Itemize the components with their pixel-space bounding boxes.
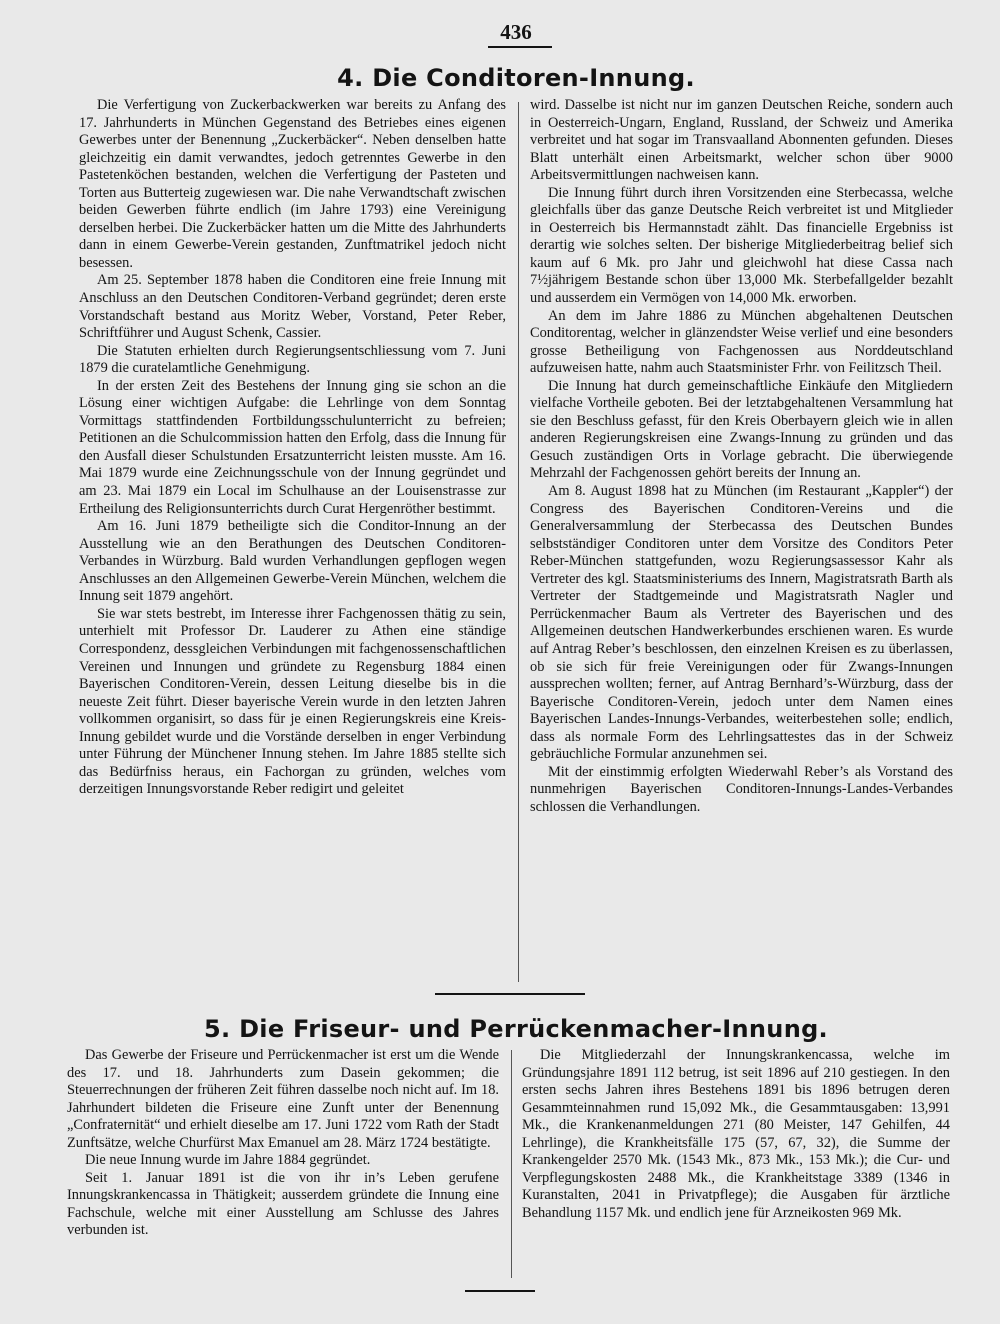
paragraph: An dem im Jahre 1886 zu München abgehaltenen Deutschen Conditorentag, welcher in glänzendster Weise verlief und eine besonders grosse Betheiligung von Fachgenossen aus Norddeutschland aufzuweisen hatte, nahm auch Staatsminister Frhr. von Feilitzsch Theil. bbox=[530, 307, 953, 377]
page-number: 436 bbox=[500, 20, 532, 44]
paragraph: Mit der einstimmig erfolgten Wiederwahl Reber’s als Vorstand des nunmehrigen Bayerischen Conditoren-Innungs-Landes-Verbandes schlossen die Verhandlungen. bbox=[530, 763, 953, 815]
paragraph: Das Gewerbe der Friseure und Perrückenmacher ist erst um die Wende des 17. und 18. Jahrhunderts zum Dasein gekommen; die Steuerrechnungen der früheren Zeit führen dasselbe noch nicht auf. Im 18. Jahrhundert bildeten die Friseure eine Zunft unter der Benennung „Confraternität“ und erhielt dieselbe am 17. Juni 1722 vom Rath der Stadt Zunftsätze, welche Churfürst Max Emanuel am 28. März 1724 bestätigte. bbox=[67, 1047, 499, 1151]
paragraph: Am 16. Juni 1879 betheiligte sich die Conditor-Innung an der Ausstellung wie an den Berathungen des Deutschen Conditoren-Verbandes in Würzburg. Bald wurden Verhandlungen gepflogen wegen Anschlusses an den Allgemeinen Gewerbe-Verein München, welchem die Innung seit 1879 angehört. bbox=[79, 518, 506, 605]
section-friseur-right-column bbox=[522, 1047, 950, 1222]
paragraph: Die neue Innung wurde im Jahre 1884 gegründet. bbox=[85, 1152, 371, 1169]
paragraph: Seit 1. Januar 1891 ist die von ihr in’s Leben gerufene Innungskrankencassa in Thätigkeit; ausserdem gründete die Innung eine Fachschule, welche mit einer Ausstellung am Schlusse des Jahres verbunden ist. bbox=[67, 1169, 499, 1239]
paragraph: Die Mitgliederzahl der Innungskrankencassa, welche im Gründungsjahre 1891 112 betrug, ist seit 1896 auf 210 gestiegen. In den ersten sechs Jahren ihres Bestehens 1891 bis 1896 betrugen deren Gesammteinnahmen rund 15,092 Mk., die Gesammtausgaben: 13,991 Mk., die Krankenanmeldungen 271 (80 Meister, 147 Gehilfen, 44 Lehrlinge), die Krankheitsfälle 175 (57, 67, 32), die Summe der Krankengelder 2570 Mk. (1543 Mk., 873 Mk., 153 Mk.); die Cur- und Verpflegungskosten 2488 Mk., die Krankheitstage 3389 (1346 in Kuranstalten, 2041 in Privatpflege); die Ausgaben für ärztliche Behandlung 1157 Mk. und endlich jene für Arzneikosten 969 Mk. bbox=[522, 1047, 950, 1221]
paragraph: Sie war stets bestrebt, im Interesse ihrer Fachgenossen thätig zu sein, unterhielt mit Professor Dr. Lauderer zu Athen eine ständige Correspondenz, dessgleichen Verbindungen mit fachgenossenschaftlichen Vereinen und Innungen und gründete zu Regensburg 1884 einen Bayerischen Conditoren-Verein, dessen Leitung dieselbe bis in die neueste Zeit führt. Dieser bayerische Verein wurde in den letzten Jahren vollkommen organisirt, so dass für je einen Regierungskreis eine Kreis-Innung gebildet wurde und die Vorstände derselben in enger Verbindung unter Führung der Münchener Innung stehen. Im Jahre 1885 stellte sich das Bedürfniss heraus, ein Fachorgan zu gründen, welches vom derzeitigen Innungsvorstande Reber redigirt und geleitet bbox=[79, 605, 506, 798]
section-friseur-left-column bbox=[67, 1047, 499, 1240]
paragraph: Die Verfertigung von Zuckerbackwerken war bereits zu Anfang des 17. Jahrhunderts in München Gegenstand des Betriebes eines eigenen Gewerbes unter der Benennung „Zuckerbäcker“. Neben denselben hatte gleichzeitig ein damit verwandtes, jedoch getrenntes Gewerbe in den Pastetenköchen bestanden, welchen die Verfertigung der Pasteten und Torten aus Butterteig zugewiesen war. Die nahe Verwandtschaft zwischen beiden Gewerben führte endlich (im Jahre 1793) eine Vereinigung derselben herbei. Die Zuckerbäcker hatten um die Mitte des Jahrhunderts dann in einem Gewerbe-Verein gestanden, Zunftmatrikel jedoch nicht besessen. bbox=[79, 97, 506, 271]
section-end-rule bbox=[465, 1290, 535, 1292]
paragraph: Die Innung hat durch gemeinschaftliche Einkäufe den Mitgliedern vielfache Vortheile geboten. Bei der letztabgehaltenen Versammlung hat sie den Beschluss gefasst, für den Kreis Oberbayern gleich wie in allen anderen Regierungskreisen eine Zwangs-Innung zu gründen und das Gesuch zuständigen Orts in Vorlage gebracht. Die überwiegende Mehrzahl der Fachgenossen gehört bereits der Innung an. bbox=[530, 377, 953, 482]
section-end-rule bbox=[435, 993, 585, 995]
paragraph: Die Innung führt durch ihren Vorsitzenden eine Sterbecassa, welche gleichfalls über das ganze Deutsche Reich verbreitet ist und Mitglieder in Oesterreich bis Hermannstadt zählt. Das financielle Ergebniss ist derartig wie solches selten. Der bisherige Mitgliederbeitrag belief sich kaum auf 6 Mk. pro Jahr und gleichwohl hat diese Cassa nach 7½jährigem Bestande schon über 13,000 Mk. Sterbefallgelder bezahlt und ausserdem ein Vermögen von 14,000 Mk. erworben. bbox=[530, 184, 953, 307]
paragraph: wird. Dasselbe ist nicht nur im ganzen Deutschen Reiche, sondern auch in Oesterreich-Ungarn, England, Russland, der Schweiz und Amerika verbreitet und hat sogar im Transvaalland Abonnenten gefunden. Dieses Blatt unterhält einen Arbeitsmarkt, welcher schon über 9000 Arbeitsvermittlungen nachweisen kann. bbox=[530, 97, 953, 184]
section-conditoren-left-column bbox=[79, 97, 506, 799]
section-title-friseur: 5. Die Friseur- und Perrückenmacher-Innung. bbox=[204, 1015, 828, 1043]
column-divider bbox=[511, 1050, 512, 1278]
section-title-conditoren: 4. Die Conditoren-Innung. bbox=[337, 64, 695, 92]
paragraph: Am 25. September 1878 haben die Conditoren eine freie Innung mit Anschluss an den Deutschen Conditoren-Verband gegründet; deren erste Vorstandschaft bestand aus Moritz Weber, Vorstand, Peter Reber, Schriftführer und August Schenk, Cassier. bbox=[79, 272, 506, 342]
section-conditoren-right-column bbox=[530, 97, 953, 816]
column-divider bbox=[518, 102, 519, 982]
paragraph: In der ersten Zeit des Bestehens der Innung ging sie schon an die Lösung einer wichtigen Aufgabe: die Lehrlinge von dem Sonntag Vormittags stattfindenden Fortbildungsschulunterricht zu befreien; Petitionen an die Schulcommission hatten den Erfolg, dass die Innung für den Ausfall dieser Schulstunden Ersatzunterricht leisten musste. Am 16. Mai 1879 wurde eine Zeichnungsschule von der Innung gegründet und am 23. Mai 1879 ein Local im Schulhause an der Louisenstrasse zur Ertheilung des Religionsunterrichts durch Curat Hergenröther bestimmt. bbox=[79, 377, 506, 517]
page-number-rule bbox=[488, 46, 552, 48]
paragraph: Am 8. August 1898 hat zu München (im Restaurant „Kappler“) der Congress des Bayerischen Conditoren-Vereins und die Generalversammlung der Sterbecassa des Deutschen Bundes selbstständiger Conditoren unter dem Vorsitze des Conditors Peter Reber-München stattgefunden, wozu Regierungsassessor Kahr als Vertreter des kgl. Staatsministeriums des Innern, Magistratsrath Barth als Vertreter der Stadtgemeinde und Magistratsrath Nagler und Perrückenmacher Baum als Vertreter des Bayerischen und des Allgemeinen deutschen Handwerkerbundes erschienen waren. Es wurde auf Antrag Reber’s beschlossen, den einzelnen Kreisen es zu überlassen, ob sie sich für freie Vereinigungen oder für Zwangs-Innungen aussprechen wollten; ferner, auf Antrag Bernhard’s-Würzburg, dass der Bayerische Conditoren-Verein, jedoch unter dem Namen eines Bayerischen Landes-Innungs-Verbandes, weiterbestehen solle; endlich, dass als normale Form des Lehrlingsattestes das in der Schweiz gebräuchliche Formular anzunehmen sei. bbox=[530, 483, 953, 763]
paragraph: Die Statuten erhielten durch Regierungsentschliessung vom 7. Juni 1879 die curatelamtliche Genehmigung. bbox=[79, 342, 506, 377]
